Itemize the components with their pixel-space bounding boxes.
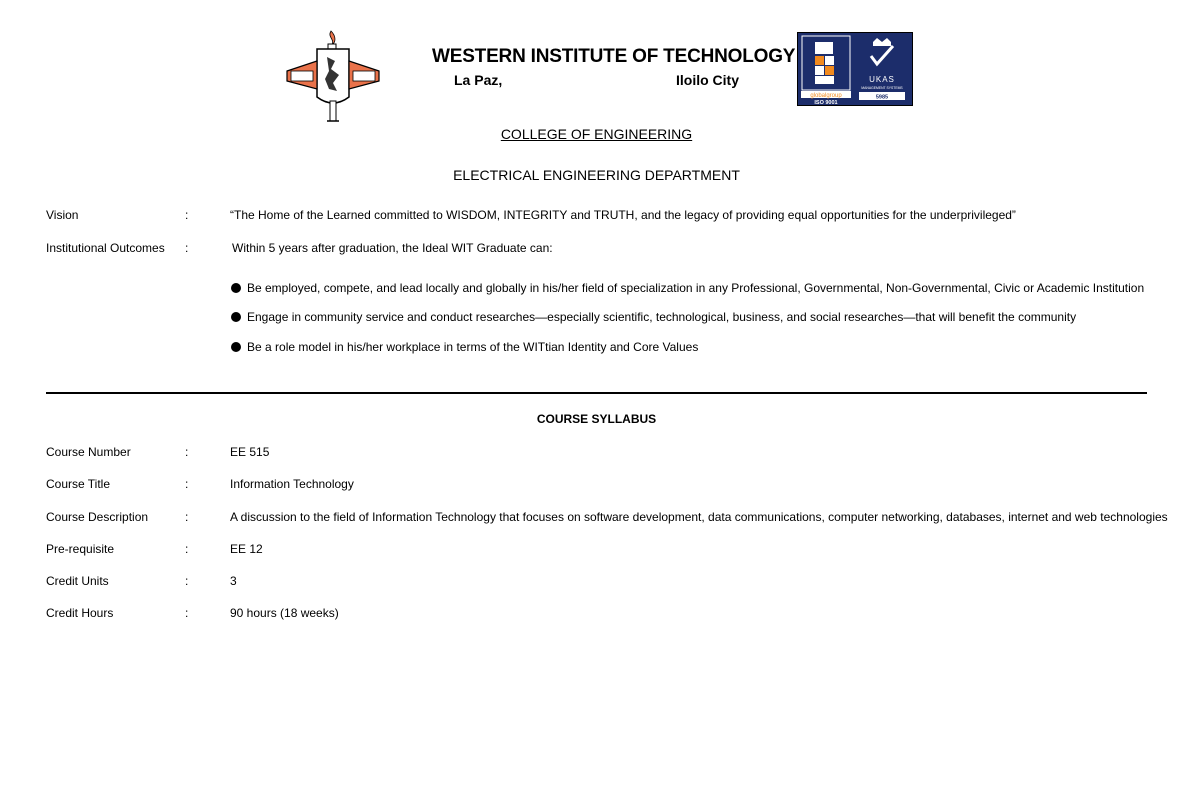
course-title-colon: : xyxy=(185,477,189,491)
outcomes-label: Institutional Outcomes xyxy=(46,241,165,255)
city-name: Iloilo City xyxy=(676,72,739,88)
ukas-number: 5985 xyxy=(875,94,889,101)
prerequisite-value: EE 12 xyxy=(230,542,263,556)
course-description-label: Course Description xyxy=(46,510,149,524)
bullet-icon xyxy=(231,283,241,293)
prerequisite-colon: : xyxy=(185,542,189,556)
bullet-icon xyxy=(231,342,241,352)
syllabus-title: COURSE SYLLABUS xyxy=(536,412,657,426)
vision-colon: : xyxy=(185,208,189,222)
course-description-colon: : xyxy=(185,510,189,524)
vision-text: “The Home of the Learned committed to WISDOM, INTEGRITY and TRUTH, and the legacy of providing equal opportunities for the underprivileged” xyxy=(230,208,1016,222)
outcomes-intro: Within 5 years after graduation, the Ideal WIT Graduate can: xyxy=(232,241,553,255)
iso-cert-label: ISO 9001 xyxy=(814,100,838,106)
credit-hours-label: Credit Hours xyxy=(46,606,114,620)
section-divider xyxy=(46,392,1147,394)
prerequisite-label: Pre-requisite xyxy=(46,542,115,556)
vision-label: Vision xyxy=(46,208,79,222)
ukas-sub-label: MANAGEMENT SYSTEMS xyxy=(861,86,903,90)
college-title: COLLEGE OF ENGINEERING xyxy=(500,126,693,142)
outcome-text: Be a role model in his/her workplace in terms of the WITtian Identity and Core Values xyxy=(247,340,699,354)
department-title: ELECTRICAL ENGINEERING DEPARTMENT xyxy=(453,167,740,183)
school-seal-logo xyxy=(283,27,383,125)
outcome-text: Be employed, compete, and lead locally and globally in his/her field of specialization in any Professional, Governmental, Non-Governmental, Civic or Academic Institution xyxy=(247,281,1145,295)
credit-hours-value: 90 hours (18 weeks) xyxy=(230,606,339,620)
course-title-value: Information Technology xyxy=(230,477,354,491)
city-district: La Paz, xyxy=(454,72,503,88)
course-description-value: A discussion to the field of Information Technology that focuses on software development, data communications, computer networking, databases, internet and web technologies xyxy=(230,510,1168,524)
school-name: WESTERN INSTITUTE OF TECHNOLOGY xyxy=(432,46,796,67)
certification-logo xyxy=(797,32,913,106)
ukas-label: UKAS xyxy=(869,75,895,84)
course-number-colon: : xyxy=(185,445,189,459)
course-number-label: Course Number xyxy=(46,445,131,459)
outcome-item xyxy=(231,310,1076,324)
bullet-icon xyxy=(231,312,241,322)
outcomes-colon: : xyxy=(185,241,189,255)
outcome-text: Engage in community service and conduct researches—especially scientific, technological, business, and social researches—that will benefit the community xyxy=(247,310,1077,324)
outcome-item xyxy=(231,281,1144,295)
credit-units-value: 3 xyxy=(230,574,237,588)
credit-units-colon: : xyxy=(185,574,189,588)
brand-text: globalgroup xyxy=(810,93,842,99)
course-number-value: EE 515 xyxy=(230,445,270,459)
course-title-label: Course Title xyxy=(46,477,111,491)
credit-hours-colon: : xyxy=(185,606,189,620)
credit-units-label: Credit Units xyxy=(46,574,109,588)
outcome-item xyxy=(231,340,698,354)
